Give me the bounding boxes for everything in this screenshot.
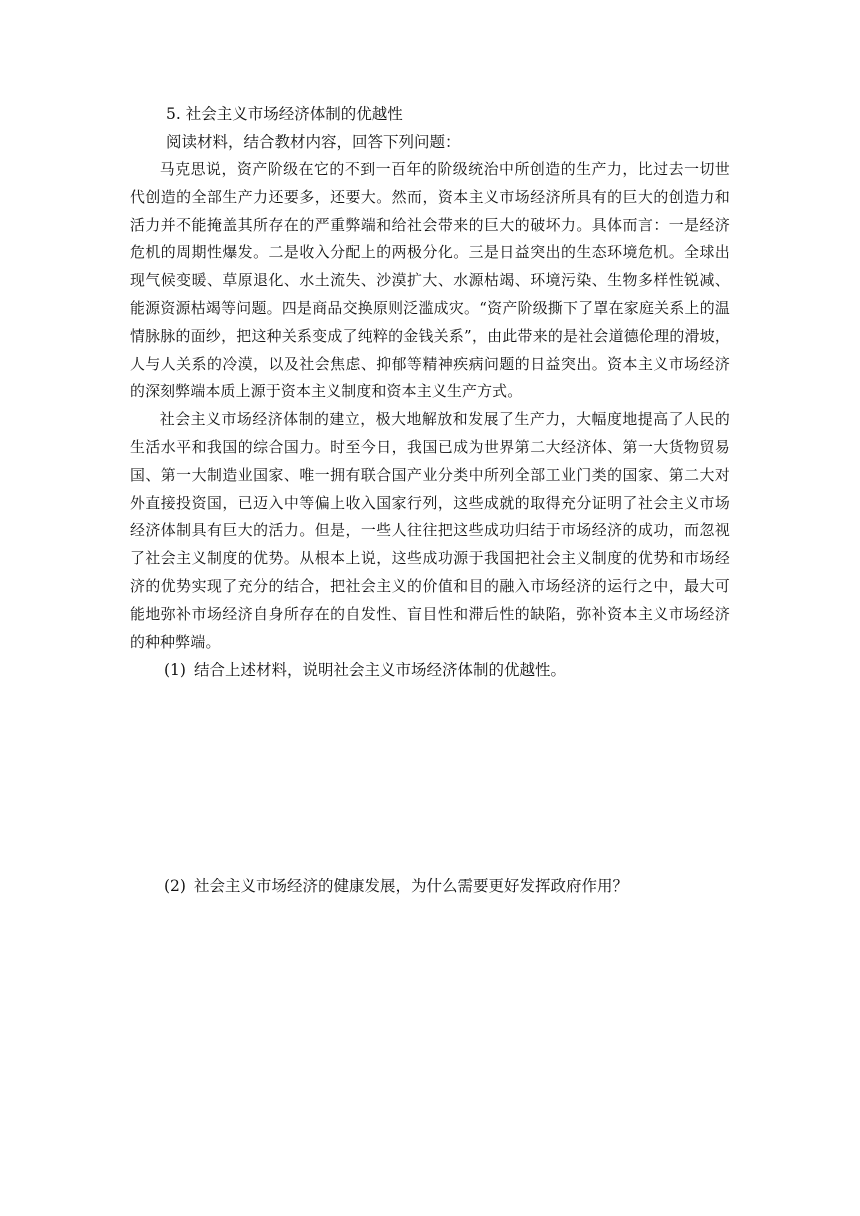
question-block [130, 100, 730, 900]
section-number: 5. [166, 105, 181, 123]
material-paragraph-2: 社会主义市场经济体制的建立，极大地解放和发展了生产力，大幅度地提高了人民的生活水平和我国的综合国力。时至今日，我国已成为世界第二大经济体、第一大货物贸易国、第一大制造业国家、唯一拥有联合国产业分类中所列全部工业门类的国家、第二大对外直接投资国，已迈入中等偏上收入国家行列，这些成就的取得充分证明了社会主义市场经济体制具有巨大的活力。但是，一些人往往把这些成功归结于市场经济的成功，而忽视了社会主义制度的优势。从根本上说，这些成功源于我国把社会主义制度的优势和市场经济的优势实现了充分的结合，把社会主义的价值和目的融入市场经济的运行之中，最大可能地弥补市场经济自身所存在的自发性、盲目性和滞后性的缺陷，弥补资本主义市场经济的种种弊端。 [130, 410, 730, 651]
question-1-text: 结合上述材料，说明社会主义市场经济体制的优越性。 [193, 661, 566, 680]
answer-space-1 [130, 684, 730, 872]
question-2-text: 社会主义市场经济的健康发展，为什么需要更好发挥政府作用？ [193, 877, 628, 896]
instruction-text: 阅读材料，结合教材内容，回答下列问题： [166, 133, 461, 151]
question-2-number: (2) [164, 877, 186, 896]
material-paragraph-1: 马克思说，资产阶级在它的不到一百年的阶级统治中所创造的生产力，比过去一切世代创造的全部生产力还要多，还要大。然而，资本主义市场经济所具有的巨大的创造力和活力并不能掩盖其所存在的严重弊端和给社会带来的巨大的破坏力。具体而言：一是经济危机的周期性爆发。二是收入分配上的两极分化。三是日益突出的生态环境危机。全球出现气候变暖、草原退化、水土流失、沙漠扩大、水源枯竭、环境污染、生物多样性锐减、能源资源枯竭等问题。四是商品交换原则泛滥成灾。“资产阶级撕下了罩在家庭关系上的温情脉脉的面纱，把这种关系变成了纯粹的金钱关系”，由此带来的是社会道德伦理的滑坡，人与人关系的冷漠，以及社会焦虑、抑郁等精神疾病问题的日益突出。资本主义市场经济的深刻弊端本质上源于资本主义制度和资本主义生产方式。 [130, 160, 730, 401]
section-heading [166, 100, 730, 128]
question-1 [164, 656, 730, 684]
question-1-number: (1) [164, 661, 186, 680]
question-2 [164, 872, 730, 900]
section-title: 社会主义市场经济体制的优越性 [185, 105, 403, 123]
